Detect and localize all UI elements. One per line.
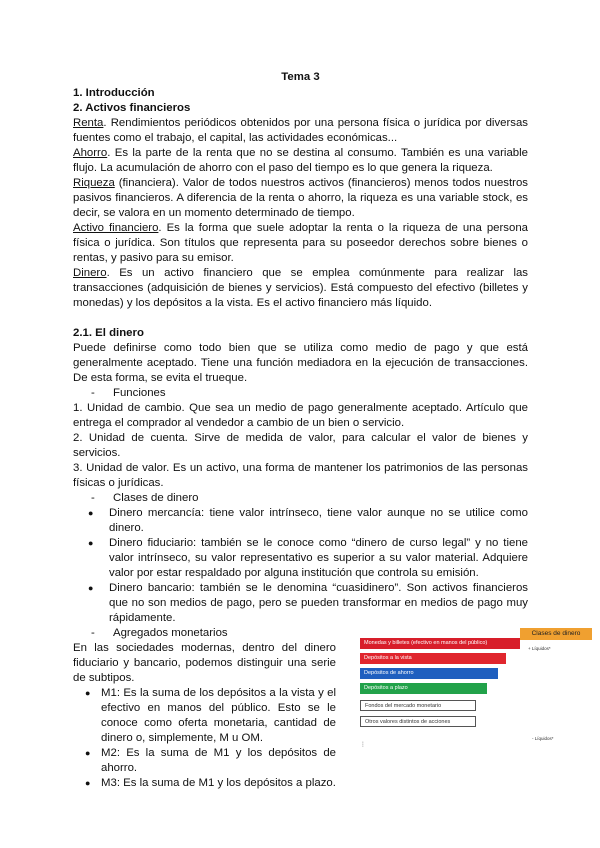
heading-introduccion: 1. Introducción bbox=[73, 87, 155, 99]
funciones-label: - Funciones bbox=[73, 386, 528, 401]
heading-activos-financieros: 2. Activos financieros bbox=[73, 102, 191, 114]
definition-dinero: Dinero. Es un activo financiero que se emplea comúnmente para realizar las transacciones (adquisición de bienes y servicios). Está compuesto del efectivo (billetes y monedas) y los depósitos a la vista. Es el activo financiero más líquido. bbox=[73, 267, 528, 309]
definition-ahorro: Ahorro. Es la parte de la renta que no se destina al consumo. También es una variable flujo. La acumulación de ahorro con el paso del tiempo es lo que genera la riqueza. bbox=[73, 147, 528, 174]
term-ahorro: Ahorro bbox=[73, 147, 108, 159]
term-riqueza: Riqueza bbox=[73, 177, 115, 189]
agregados-column bbox=[73, 641, 336, 791]
clases-list bbox=[73, 506, 528, 626]
figure-bar-efectivo: Monedas y billetes (efectivo en manos del público) bbox=[360, 638, 520, 649]
funcion-3: 3. Unidad de valor. Es un activo, una forma de mantener los patrimonios de las personas físicas o jurídicas. bbox=[73, 462, 528, 489]
figure-header: Clases de dinero bbox=[520, 628, 592, 640]
list-item: ● Dinero mercancía: tiene valor intrínseco, tiene valor aunque no se utilice como dinero. bbox=[73, 506, 528, 536]
definition-activo-financiero: Activo financiero. Es la forma que suele adoptar la renta o la riqueza de una persona física o jurídica. Son títulos que representa para su poseedor derechos sobre bienes o rentas, y pasivo para su emisor. bbox=[73, 222, 528, 264]
agregados-intro: En las sociedades modernas, dentro del dinero fiduciario y bancario, podemos distinguir una serie de subtipos. bbox=[73, 642, 336, 684]
definition-riqueza: Riqueza (financiera). Valor de todos nuestros activos (financieros) menos todos nuestros pasivos financieros. A diferencia de la renta o ahorro, la riqueza es una variable stock, es decir, se valora en un momento determinado de tiempo. bbox=[73, 177, 528, 219]
clases-label: - Clases de dinero bbox=[73, 491, 528, 506]
figure-outline-fondos: Fondos del mercado monetario bbox=[360, 700, 476, 711]
agregados-list bbox=[73, 686, 336, 791]
figure-bar-vista: Depósitos a la vista bbox=[360, 653, 506, 664]
figure-note-mas-liquidos: + Líquidos* bbox=[528, 646, 551, 651]
page-title: Tema 3 bbox=[281, 71, 320, 83]
term-dinero: Dinero bbox=[73, 267, 107, 279]
figure-dots: ⋮ bbox=[360, 742, 366, 748]
clases-de-dinero-figure bbox=[350, 628, 592, 748]
list-item: ● M3: Es la suma de M1 y los depósitos a plazo. bbox=[73, 776, 336, 791]
term-activo-financiero: Activo financiero bbox=[73, 222, 159, 234]
list-item: ● Dinero bancario: también se le denomina “cuasidinero”. Son activos financieros que no son medios de pago, pero se pueden transformar en medios de pago muy rápidamente. bbox=[73, 581, 528, 626]
heading-el-dinero: 2.1. El dinero bbox=[73, 327, 144, 339]
funcion-1: 1. Unidad de cambio. Que sea un medio de pago generalmente aceptado. Artículo que entrega el comprador al vendedor a cambio de un bien o servicio. bbox=[73, 402, 528, 429]
definition-renta: Renta. Rendimientos periódicos obtenidos por una persona física o jurídica por diversas fuentes como el trabajo, el capital, las actividades económicas... bbox=[73, 117, 528, 144]
figure-bar-ahorro: Depósitos de ahorro bbox=[360, 668, 498, 679]
figure-outline-valores: Otros valores distintos de acciones bbox=[360, 716, 476, 727]
list-item: ● M1: Es la suma de los depósitos a la vista y el efectivo en manos del público. Esto se le conoce como oferta monetaria, cantidad de dinero o, simplemente, M u OM. bbox=[73, 686, 336, 746]
dinero-intro: Puede definirse como todo bien que se utiliza como medio de pago y que está generalmente aceptado. Tiene una función mediadora en la ejecución de transacciones. De esta forma, se evita el trueque. bbox=[73, 342, 528, 384]
figure-bar-plazo: Depósitos a plazo bbox=[360, 683, 487, 694]
funcion-2: 2. Unidad de cuenta. Sirve de medida de valor, para calcular el valor de bienes y servicios. bbox=[73, 432, 528, 459]
agregados-label: - Agregados monetarios bbox=[73, 626, 528, 641]
term-renta: Renta bbox=[73, 117, 104, 129]
list-item: ● Dinero fiduciario: también se le conoce como “dinero de curso legal” y no tiene valor intrínseco, su valor representativo es superior a su valor material. Adquiere valor por estar respaldado por alguna institución que controla su emisión. bbox=[73, 536, 528, 581]
figure-note-menos-liquidos: - Líquidos* bbox=[532, 736, 554, 741]
list-item: ● M2: Es la suma de M1 y los depósitos de ahorro. bbox=[73, 746, 336, 776]
